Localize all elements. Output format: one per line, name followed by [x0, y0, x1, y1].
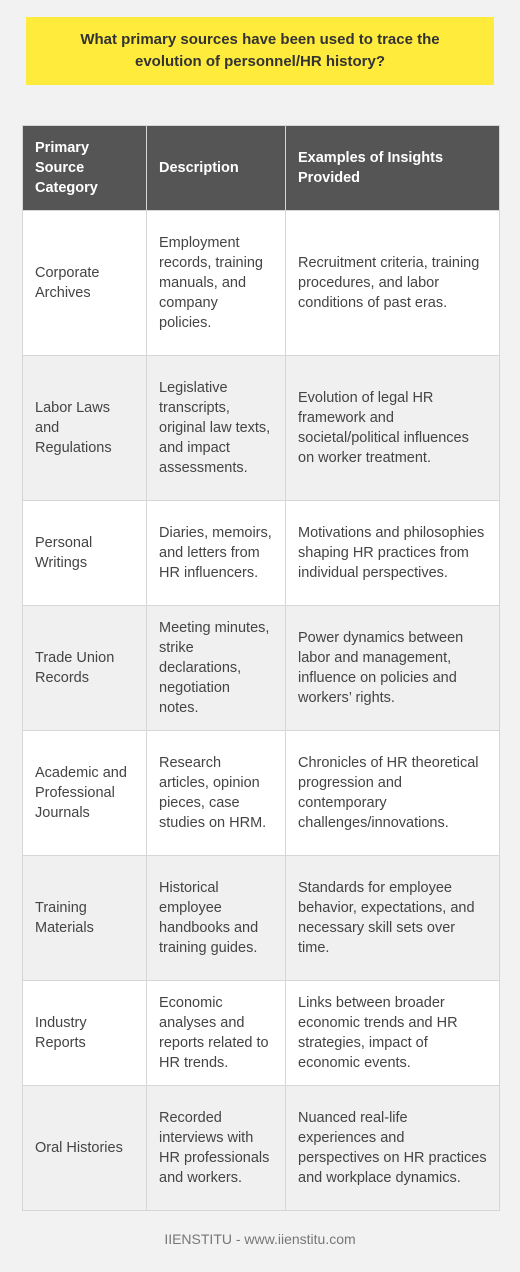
cell-category: Labor Laws and Regulations: [23, 356, 147, 501]
cell-description: Recorded interviews with HR professionals and workers.: [147, 1086, 286, 1211]
cell-category: Personal Writings: [23, 501, 147, 606]
cell-insights: Power dynamics between labor and management, influence on policies and workers’ rights.: [286, 606, 500, 731]
cell-description: Research articles, opinion pieces, case studies on HRM.: [147, 731, 286, 856]
cell-description: Diaries, memoirs, and letters from HR influencers.: [147, 501, 286, 606]
cell-description: Economic analyses and reports related to HR trends.: [147, 981, 286, 1086]
cell-insights: Links between broader economic trends and HR strategies, impact of economic events.: [286, 981, 500, 1086]
cell-description: Legislative transcripts, original law texts, and impact assessments.: [147, 356, 286, 501]
cell-insights: Evolution of legal HR framework and societal/political influences on worker treatment.: [286, 356, 500, 501]
header-category: Primary Source Category: [23, 126, 147, 211]
table-row: [23, 981, 500, 1086]
cell-category: Academic and Professional Journals: [23, 731, 147, 856]
table-row: [23, 606, 500, 731]
sources-table: [22, 125, 500, 1211]
table-row: [23, 356, 500, 501]
cell-description: Historical employee handbooks and training guides.: [147, 856, 286, 981]
footer-credit: IIENSTITU - www.iienstitu.com: [164, 1231, 356, 1247]
cell-description: Employment records, training manuals, and company policies.: [147, 211, 286, 356]
cell-insights: Nuanced real-life experiences and perspectives on HR practices and workplace dynamics.: [286, 1086, 500, 1211]
table-row: [23, 731, 500, 856]
cell-category: Industry Reports: [23, 981, 147, 1086]
table-row: [23, 856, 500, 981]
cell-description: Meeting minutes, strike declarations, negotiation notes.: [147, 606, 286, 731]
title-text: What primary sources have been used to trace the evolution of personnel/HR history?: [80, 31, 440, 70]
header-description: Description: [147, 126, 286, 211]
cell-category: Trade Union Records: [23, 606, 147, 731]
page-title: [26, 17, 494, 85]
table-header-row: [23, 126, 500, 211]
cell-category: Training Materials: [23, 856, 147, 981]
cell-category: Corporate Archives: [23, 211, 147, 356]
table-row: [23, 501, 500, 606]
cell-insights: Recruitment criteria, training procedures, and labor conditions of past eras.: [286, 211, 500, 356]
table-row: [23, 1086, 500, 1211]
table-row: [23, 211, 500, 356]
cell-insights: Standards for employee behavior, expectations, and necessary skill sets over time.: [286, 856, 500, 981]
header-insights: Examples of Insights Provided: [286, 126, 500, 211]
cell-insights: Chronicles of HR theoretical progression and contemporary challenges/innovations.: [286, 731, 500, 856]
cell-category: Oral Histories: [23, 1086, 147, 1211]
cell-insights: Motivations and philosophies shaping HR practices from individual perspectives.: [286, 501, 500, 606]
